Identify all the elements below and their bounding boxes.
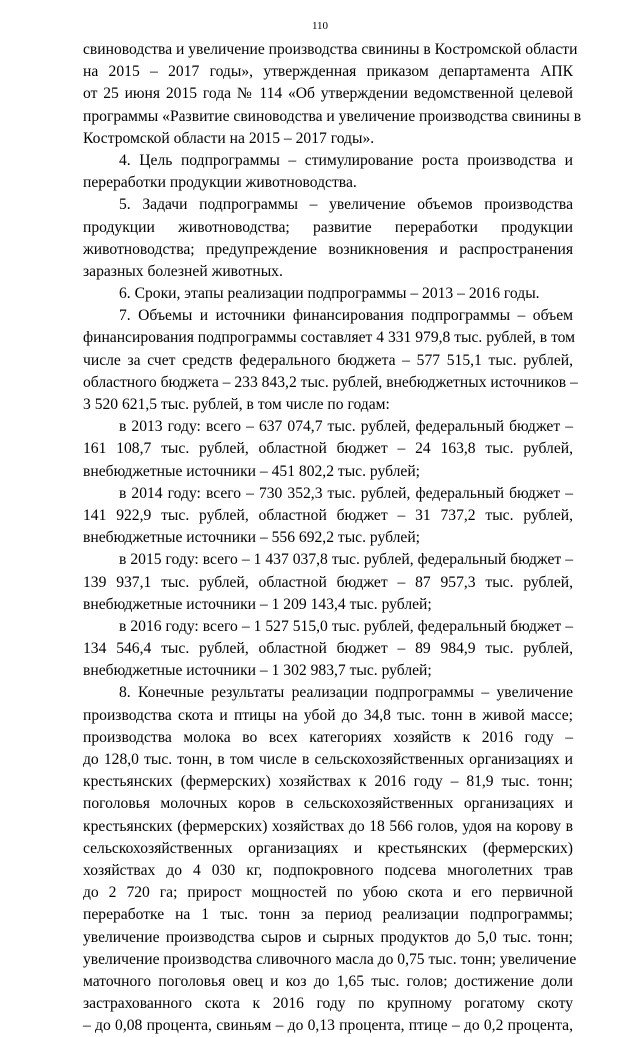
text-line: от 25 июня 2015 года № 114 «Об утверждении ведомственной целевой bbox=[83, 85, 573, 103]
text-line: увеличение производства сыров и сырных продуктов до 5,0 тыс. тонн; bbox=[83, 928, 573, 946]
text-line: – до 0,08 процента, свиньям – до 0,13 процента, птице – до 0,2 процента, bbox=[83, 1017, 573, 1035]
text-line: 7. Объемы и источники финансирования подпрограммы – объем bbox=[119, 307, 573, 325]
text-line: крестьянских (фермерских) хозяйствах к 2016 году – 81,9 тыс. тонн; bbox=[83, 773, 573, 791]
text-line: 5. Задачи подпрограммы – увеличение объемов производства bbox=[119, 196, 573, 214]
text-line: переработки продукции животноводства. bbox=[83, 174, 357, 192]
text-line: на 2015 – 2017 годы», утвержденная приказом департамента АПК bbox=[83, 63, 573, 81]
text-line: в 2015 году: всего – 1 437 037,8 тыс. рублей, федеральный бюджет – bbox=[119, 551, 573, 569]
text-line: внебюджетные источники – 1 302 983,7 тыс. рублей; bbox=[83, 662, 432, 680]
text-line: 6. Сроки, этапы реализации подпрограммы – 2013 – 2016 годы. bbox=[119, 285, 540, 303]
text-line: продукции животноводства; развитие переработки продукции bbox=[83, 218, 573, 236]
text-line: финансирования подпрограммы составляет 4 331 979,8 тыс. рублей, в том bbox=[83, 329, 576, 347]
text-line: 8. Конечные результаты реализации подпрограммы – увеличение bbox=[119, 684, 573, 702]
text-line: производства молока во всех категориях хозяйств к 2016 году – bbox=[83, 728, 573, 746]
text-line: 139 937,1 тыс. рублей, областной бюджет – 87 957,3 тыс. рублей, bbox=[83, 573, 573, 591]
text-line: производства скота и птицы на убой до 34,8 тыс. тонн в живой массе; bbox=[83, 706, 573, 724]
text-line: хозяйствах до 4 030 кг, подпокровного подсева многолетних трав bbox=[83, 861, 573, 879]
text-line: 161 108,7 тыс. рублей, областной бюджет – 24 163,8 тыс. рублей, bbox=[83, 440, 573, 458]
text-line: 141 922,9 тыс. рублей, областной бюджет – 31 737,2 тыс. рублей, bbox=[83, 506, 573, 524]
text-line: внебюджетные источники – 556 692,2 тыс. рублей; bbox=[83, 529, 421, 547]
text-line: заразных болезней животных. bbox=[83, 262, 283, 280]
page-number: 110 bbox=[311, 20, 329, 32]
text-line: в 2013 году: всего – 637 074,7 тыс. рублей, федеральный бюджет – bbox=[119, 418, 573, 436]
text-line: в 2014 году: всего – 730 352,3 тыс. рублей, федеральный бюджет – bbox=[119, 484, 573, 502]
text-line: свиноводства и увеличение производства свинины в Костромской области bbox=[83, 41, 578, 58]
text-line: программы «Развитие свиноводства и увеличение производства свинины в bbox=[83, 107, 582, 125]
text-line: Костромской области на 2015 – 2017 годы». bbox=[83, 129, 375, 147]
text-line: застрахованного скота к 2016 году по крупному рогатому скоту bbox=[83, 995, 573, 1013]
text-line: числе за счет средств федерального бюджета – 577 515,1 тыс. рублей, bbox=[83, 351, 573, 369]
text-line: сельскохозяйственных организациях и крестьянских (фермерских) bbox=[83, 839, 573, 857]
text-line: внебюджетные источники – 451 802,2 тыс. рублей; bbox=[83, 462, 421, 480]
text-line: областного бюджета – 233 843,2 тыс. рублей, внебюджетных источников – bbox=[83, 373, 578, 391]
document-body bbox=[83, 39, 582, 1037]
text-line: крестьянских (фермерских) хозяйствах до 18 566 голов, удоя на корову в bbox=[83, 817, 573, 835]
text-line: 3 520 621,5 тыс. рублей, в том числе по годам: bbox=[83, 396, 390, 413]
text-line: в 2016 году: всего – 1 527 515,0 тыс. рублей, федеральный бюджет – bbox=[119, 617, 573, 635]
text-line: переработке на 1 тыс. тонн за период реализации подпрограммы; bbox=[83, 906, 573, 924]
text-line: 4. Цель подпрограммы – стимулирование роста производства и bbox=[119, 151, 573, 169]
text-line: поголовья молочных коров в сельскохозяйственных организациях и bbox=[83, 795, 573, 813]
text-line: животноводства; предупреждение возникновения и распространения bbox=[83, 240, 573, 258]
text-line: до 2 720 га; прирост мощностей по убою скота и его первичной bbox=[83, 884, 573, 902]
text-line: до 128,0 тыс. тонн, в том числе в сельскохозяйственных организациях и bbox=[83, 751, 573, 768]
text-line: внебюджетные источники – 1 209 143,4 тыс. рублей; bbox=[83, 595, 432, 613]
text-line: маточного поголовья овец и коз до 1,65 тыс. голов; достижение доли bbox=[83, 972, 573, 990]
text-line: 134 546,4 тыс. рублей, областной бюджет – 89 984,9 тыс. рублей, bbox=[83, 640, 573, 658]
text-line: увеличение производства сливочного масла до 0,75 тыс. тонн; увеличение bbox=[83, 950, 577, 968]
